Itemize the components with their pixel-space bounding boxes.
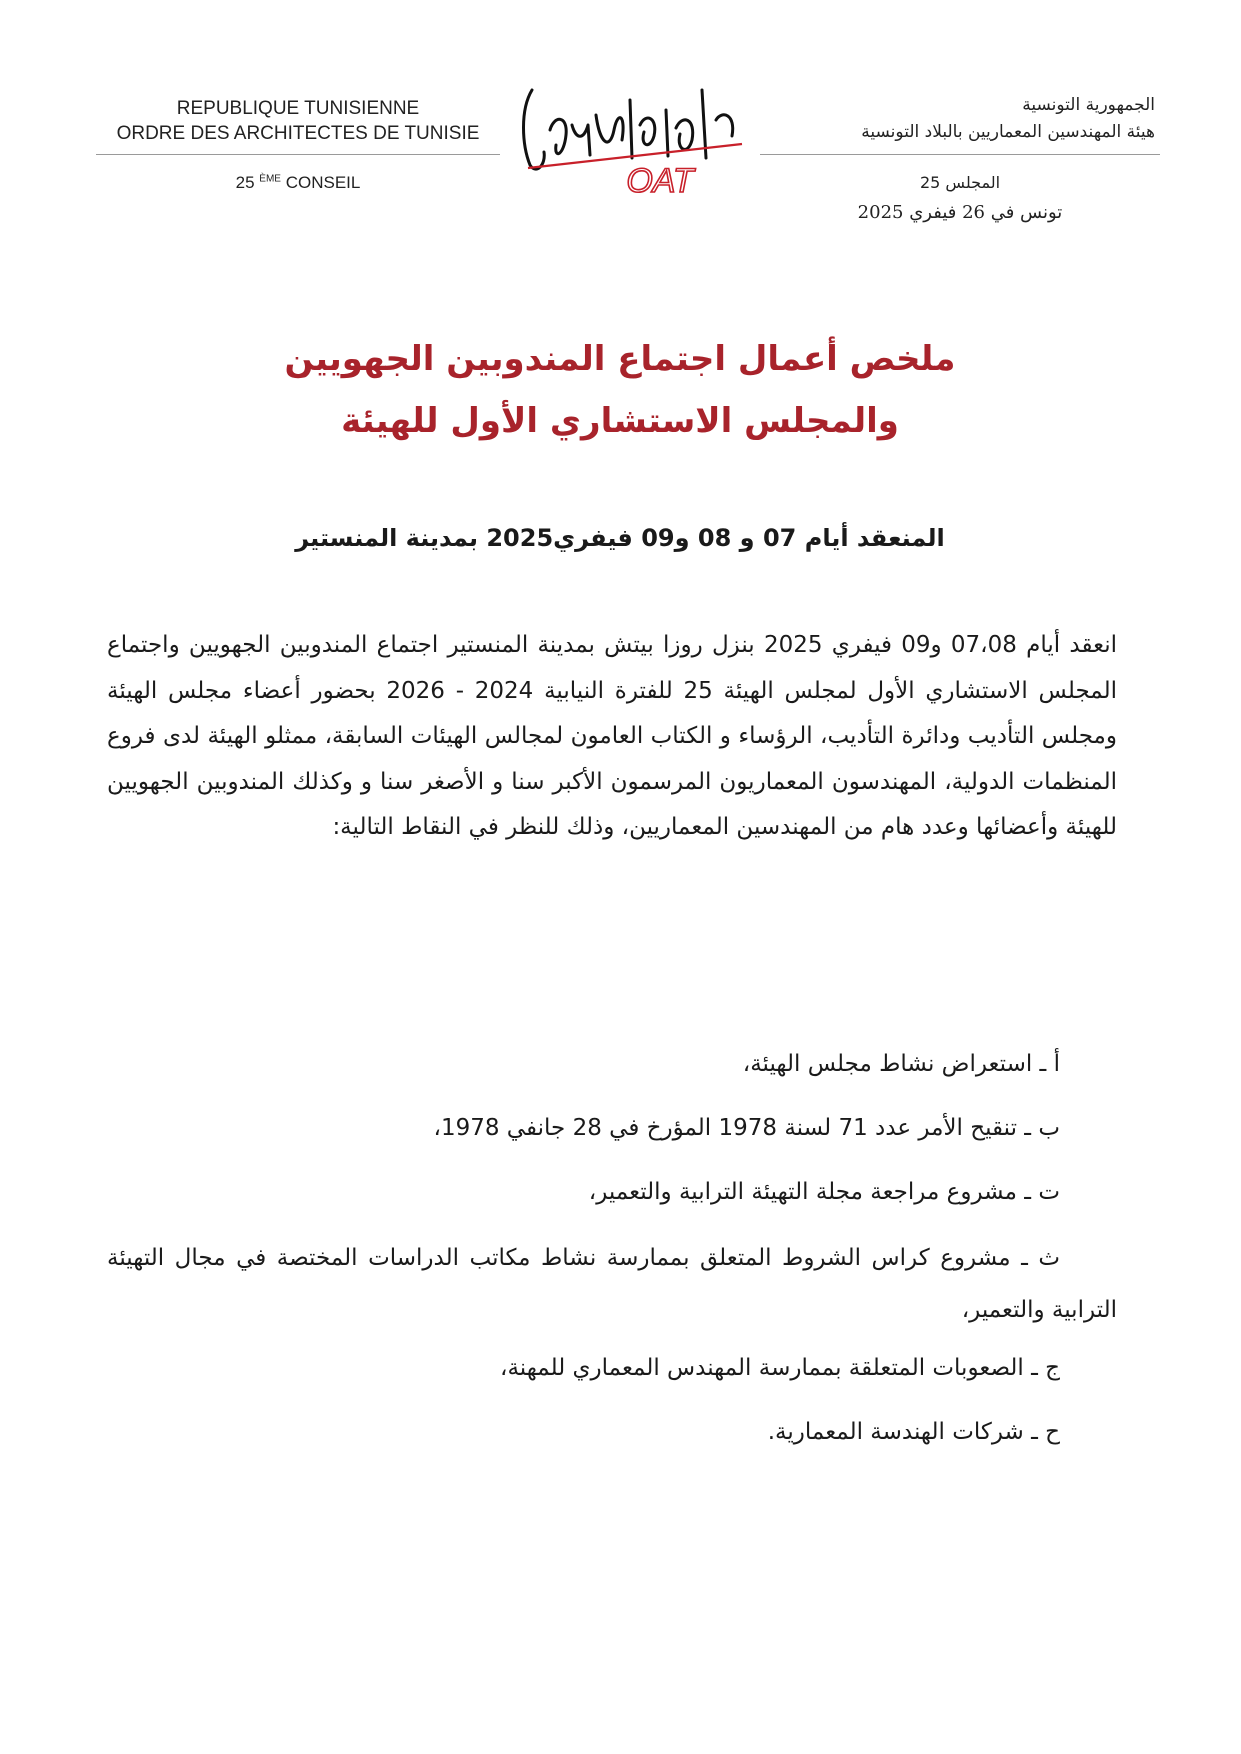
agenda-points-list: [107, 1040, 1117, 1472]
oat-logo: [510, 70, 750, 220]
letterhead-arabic: [735, 92, 1155, 146]
header-divider-right: [760, 154, 1160, 155]
letterhead-french: [96, 96, 500, 146]
agenda-point-1: أ ـ استعراض نشاط مجلس الهيئة،: [742, 1051, 1060, 1077]
republic-name-ar: الجمهورية التونسية: [1022, 95, 1155, 115]
document-date: تونس في 26 فيفري 2025: [857, 202, 1063, 223]
title-line-2: والمجلس الاستشاري الأول للهيئة: [341, 401, 899, 441]
logo-calligraphy-stroke-1: [524, 90, 545, 169]
document-subtitle: المنعقد أيام 07 و 08 و09 فيفري2025 بمدينة المنستير: [295, 524, 945, 552]
council-word-fr: CONSEIL: [285, 173, 361, 192]
agenda-point-6: ح ـ شركات الهندسة المعمارية.: [767, 1419, 1060, 1445]
council-date-block-ar: [760, 168, 1160, 228]
council-number-fr: 25: [235, 173, 255, 192]
document-title: [100, 328, 1140, 452]
logo-calligraphy-stroke-2: [550, 119, 566, 153]
order-name-fr: ORDRE DES ARCHITECTES DE TUNISIE: [116, 123, 480, 144]
republic-name-fr: REPUBLIQUE TUNISIENNE: [176, 98, 420, 119]
agenda-point-3: ت ـ مشروع مراجعة مجلة التهيئة الترابية والتعمير،: [588, 1179, 1060, 1205]
council-label-fr: [96, 173, 500, 193]
header-divider-left: [96, 154, 500, 155]
logo-calligraphy-stroke-5: [630, 100, 655, 158]
order-name-ar: هيئة المهندسين المعماريين بالبلاد التونسية: [861, 122, 1155, 142]
agenda-point-2: ب ـ تنقيح الأمر عدد 71 لسنة 1978 المؤرخ في 28 جانفي 1978،: [433, 1115, 1060, 1141]
agenda-point-4: ث ـ مشروع كراس الشروط المتعلق بممارسة نشاط مكاتب الدراسات المختصة في مجال التهيئة الترابية والتعمير،: [107, 1245, 1117, 1323]
council-label-ar: المجلس 25: [919, 173, 1001, 192]
title-line-1: ملخص أعمال اجتماع المندوبين الجهويين: [284, 339, 956, 379]
logo-calligraphy-stroke-3: [572, 125, 590, 155]
council-ordinal-suffix: ÈME: [259, 173, 281, 185]
logo-oat-text: OAT: [626, 162, 694, 200]
logo-calligraphy-stroke-4: [596, 115, 623, 142]
agenda-point-5: ج ـ الصعوبات المتعلقة بممارسة المهندس المعماري للمهنة،: [500, 1355, 1060, 1381]
intro-paragraph: انعقد أيام 07،08 و09 فيفري 2025 بنزل روزا بيتش بمدينة المنستير اجتماع المندوبين الجهويين واجتماع المجلس الاستشاري الأول لمجلس الهيئة 25 للفترة النيابية 2024 - 2026 بحضور أعضاء مجلس الهيئة ومجلس التأديب ودائرة التأديب، الرؤساء و الكتاب العامون لمجالس الهيئات السابقة، ممثلو الهيئة لدى فروع المنظمات الدولية، المهندسون المعماريون المرسمون الأكبر سنا و الأصغر سنا و وكذلك المندوبين الجهويين للهيئة وأعضائها وعدد هام من المهندسين المعماريين، وذلك للنظر في النقاط التالية:: [107, 632, 1118, 840]
